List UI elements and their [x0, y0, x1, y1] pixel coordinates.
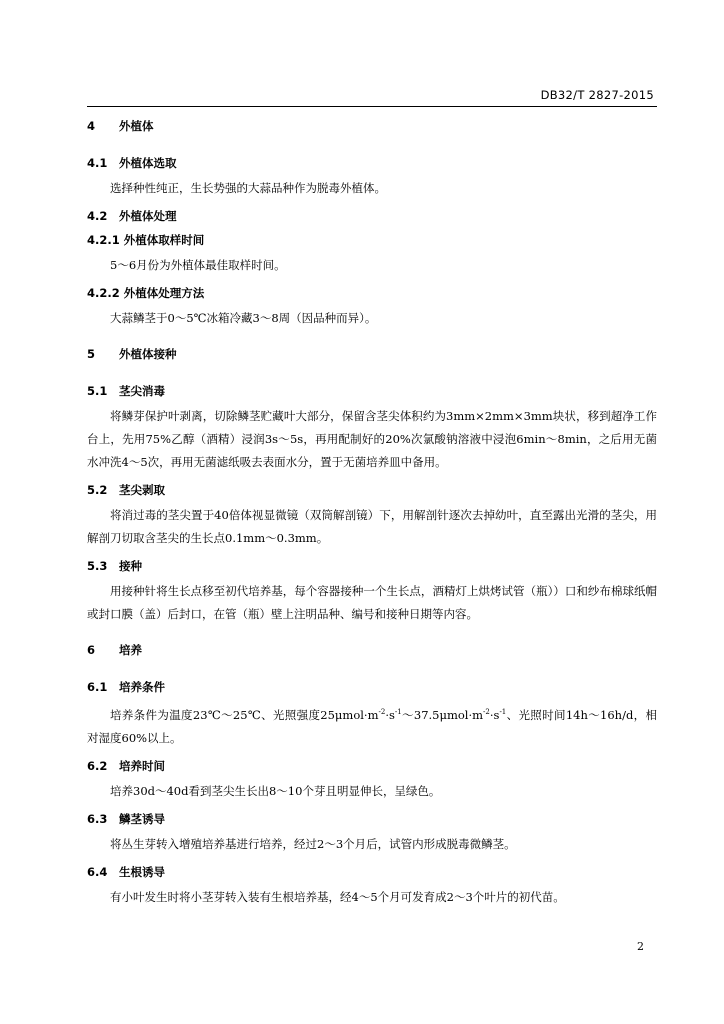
- section-number: 5: [87, 347, 96, 361]
- section-number: 6.3: [87, 812, 108, 826]
- section-title: 外植体处理方法: [123, 286, 205, 300]
- superscript: -1: [394, 708, 402, 716]
- paragraph: 培养30d～40d看到茎尖生长出8～10个芽且明显伸长，呈绿色。: [110, 784, 441, 798]
- section-title: 培养时间: [119, 759, 165, 773]
- section-title: 外植体: [119, 119, 154, 133]
- section-number: 5.1: [87, 384, 108, 398]
- text-run: 培养条件为温度23℃～25℃、光照强度25μmol·m: [110, 708, 379, 722]
- paragraph: 用接种针将生长点移至初代培养基，每个容器接种一个生长点，酒精灯上烘烤试管（瓶））口和纱布棉球纸帽或封口膜（盖）后封口，在管（瓶）壁上注明品种、编号和接种日期等内容。: [87, 584, 657, 621]
- superscript: -2: [378, 708, 386, 716]
- text-run: ·s: [489, 708, 500, 722]
- paragraph: 5～6月份为外植体最佳取样时间。: [110, 258, 286, 272]
- section-heading: [87, 482, 657, 498]
- section-title: 鳞茎诱导: [119, 812, 165, 826]
- section-heading: [87, 811, 657, 827]
- section-number: 5.2: [87, 483, 108, 497]
- section-heading: [87, 679, 657, 695]
- section-title: 培养条件: [119, 680, 165, 694]
- section-heading: [87, 383, 657, 399]
- section-title: 茎尖消毒: [119, 384, 165, 398]
- section-heading: [87, 642, 657, 658]
- section-heading: [87, 118, 657, 134]
- section-title: 接种: [119, 559, 142, 573]
- page-number: 2: [637, 940, 644, 953]
- section-number: 4.1: [87, 156, 108, 170]
- section-title: 外植体取样时间: [123, 233, 205, 247]
- section-heading: [87, 346, 657, 362]
- section-number: 6.4: [87, 865, 108, 879]
- section-heading: [87, 758, 657, 774]
- superscript: -1: [499, 708, 507, 716]
- document-body: [87, 118, 657, 909]
- document-id-header: DB32/T 2827-2015: [540, 88, 654, 102]
- section-number: 5.3: [87, 559, 108, 573]
- section-number: 6.1: [87, 680, 108, 694]
- section-title: 外植体选取: [119, 156, 177, 170]
- section-title: 外植体接种: [119, 347, 177, 361]
- section-heading: [87, 232, 657, 248]
- section-title: 茎尖剥取: [119, 483, 165, 497]
- section-heading: [87, 208, 657, 224]
- paragraph: 选择种性纯正，生长势强的大蒜品种作为脱毒外植体。: [110, 181, 386, 195]
- section-number: 4.2.1: [87, 233, 120, 247]
- section-heading: [87, 558, 657, 574]
- section-title: 培养: [119, 643, 142, 657]
- superscript: -2: [483, 708, 490, 716]
- section-number: 4.2.2: [87, 286, 120, 300]
- text-run: 、光照时间14h～16h/d，相对湿度60%以上。: [87, 708, 657, 745]
- section-number: 6: [87, 643, 96, 657]
- section-number: 4.2: [87, 209, 108, 223]
- section-title: 生根诱导: [119, 865, 165, 879]
- paragraph: 有小叶发生时将小茎芽转入装有生根培养基，经4～5个月可发育成2～3个叶片的初代苗。: [110, 890, 565, 904]
- paragraph: 大蒜鳞茎于0～5℃冰箱冷藏3～8周（因品种而异）。: [110, 311, 377, 325]
- section-number: 4: [87, 119, 96, 133]
- text-run: ·s: [385, 708, 395, 722]
- paragraph: 将鳞芽保护叶剥离，切除鳞茎贮藏叶大部分，保留含茎尖体积约为3mm×2mm×3mm块状，移到超净工作台上，先用75%乙醇（酒精）浸润3s～5s，再用配制好的20%次氯酸钠溶液中浸泡6min～8min，之后用无菌水冲洗4～5次，再用无菌滤纸吸去表面水分，置于无菌培养皿中备用。: [87, 409, 657, 469]
- paragraph: 将丛生芽转入增殖培养基进行培养，经过2～3个月后，试管内形成脱毒微鳞茎。: [110, 837, 516, 851]
- section-heading: [87, 864, 657, 880]
- text-run: ～37.5μmol·m: [401, 708, 484, 722]
- section-heading: [87, 155, 657, 171]
- header-rule: [87, 106, 657, 107]
- section-heading: [87, 285, 657, 301]
- paragraph: 将消过毒的茎尖置于40倍体视显微镜（双筒解剖镜）下，用解剖针逐次去掉幼叶，直至露出光滑的茎尖，用解剖刀切取含茎尖的生长点0.1mm～0.3mm。: [87, 508, 657, 545]
- section-title: 外植体处理: [119, 209, 177, 223]
- paragraph: [87, 701, 657, 750]
- section-number: 6.2: [87, 759, 108, 773]
